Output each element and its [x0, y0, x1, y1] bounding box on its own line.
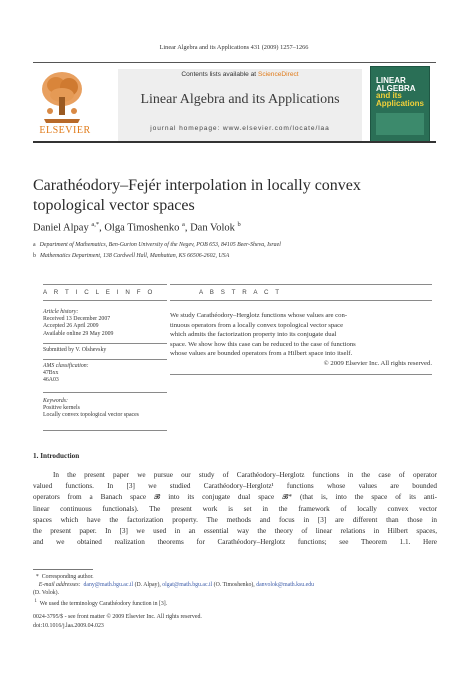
cover-line-4: Applications — [376, 98, 425, 108]
article-info-bottom-rule — [43, 300, 167, 301]
corresponding-author-text: Corresponding author. — [41, 574, 94, 580]
cover-line-1: LINEAR — [376, 76, 406, 85]
author-1[interactable]: Daniel Alpay — [33, 222, 89, 234]
contents-prefix: Contents lists available at — [181, 71, 258, 78]
email-1-name: (D. Alpay), — [134, 582, 161, 588]
abstract-line: tinuous operators from a locally convex topological vector space — [170, 321, 344, 329]
affiliation-b — [33, 253, 229, 259]
cover-title — [376, 77, 424, 107]
info-divider-3 — [43, 392, 167, 393]
cover-line-3: and its — [376, 91, 402, 100]
author-1-affil[interactable]: a,* — [91, 221, 100, 228]
abstract-heading: A B S T R A C T — [199, 289, 282, 296]
article-title-line-2: topological vector spaces — [33, 197, 195, 214]
footnote-1-text: We used the terminology Carathéodory function in [3]. — [39, 600, 168, 607]
footnote-rule — [33, 569, 93, 570]
keywords-label: Keywords: — [43, 398, 68, 404]
abstract-end-rule — [170, 374, 432, 375]
abstract-bottom-rule — [170, 300, 432, 301]
footnote-1 — [33, 599, 437, 607]
article-title-line-1: Carathéodory–Fejér interpolation in locally convex — [33, 177, 361, 194]
journal-title: Linear Algebra and its Applications — [140, 92, 340, 107]
body-text — [33, 470, 437, 548]
footnote-emails — [33, 582, 437, 588]
received-date: Received 13 December 2007 — [43, 316, 111, 323]
abstract-line: which admits the factorization property into its conjugate dual — [170, 331, 337, 339]
doi-link[interactable]: doi:10.1016/j.laa.2009.04.023 — [33, 623, 104, 629]
affiliation-b-text: Mathematics Department, 138 Cardwell Hall, Manhattan, KS 66506-2602, USA — [39, 253, 230, 259]
keyword-2: Locally convex topological vector spaces — [43, 412, 139, 419]
history-label: Article history: — [43, 309, 79, 315]
abstract-text — [170, 311, 432, 369]
journal-cover-thumbnail[interactable] — [370, 66, 430, 142]
footnote-email-cont: (D. Volok). — [33, 590, 60, 596]
ams-classification — [43, 363, 173, 385]
body-line: In the present paper we pursue our study of Carathéodory–Herglotz functions in the case of operator — [53, 471, 437, 479]
author-2[interactable]: Olga Timoshenko — [104, 222, 180, 234]
info-divider-1 — [43, 343, 167, 344]
contents-line — [118, 71, 362, 78]
body-line: valued functions. In [3] we studied Carathéodory–Herglotz¹ functions whose values are bounded — [33, 482, 437, 491]
abstract-line: space. We show how this case can be reduced to the case of functions — [170, 340, 356, 348]
author-3[interactable]: Dan Volok — [190, 222, 235, 234]
cover-line-2: ALGEBRA — [376, 83, 416, 93]
ams-code-2: 46A03 — [43, 377, 59, 384]
footnote-corresponding: * Corresponding author. — [33, 574, 94, 580]
elsevier-tree-logo — [38, 67, 86, 125]
journal-reference: Linear Algebra and its Applications 431 (2009) 1257–1266 — [159, 44, 309, 51]
email-link-2[interactable]: olgat@math.bgu.ac.il — [162, 582, 213, 588]
ams-code-1: 47Bxx — [43, 370, 59, 377]
body-line: and we obtained realization theorems for Carathéodory–Herglotz functions; see Theorem 1.1. Here — [33, 538, 437, 547]
affiliation-a-text: Department of Mathematics, Ben-Gurion University of the Negev, POB 653, 84105 Beer-Sheva, Israel — [39, 242, 281, 248]
body-line: operators from a Banach space 𝓑 into its conjugate dual space 𝓑* (that is, into the space of its anti- — [33, 493, 437, 502]
abstract-line: We study Carathéodory–Herglotz functions whose values are con- — [170, 312, 348, 319]
submitted-by: Submitted by V. Olshevsky — [43, 347, 107, 353]
keyword-1: Positive kernels — [43, 405, 80, 412]
affiliation-b-mark: b — [33, 253, 36, 259]
header-bottom-rule — [33, 141, 436, 143]
accepted-date: Accepted 26 April 2009 — [43, 323, 99, 330]
body-line: linear continuous functionals). The present work is set in the framework of locally convex vector — [33, 504, 437, 513]
footnote-1-mark: 1 — [34, 599, 37, 604]
publisher-name: ELSEVIER — [39, 125, 91, 136]
article-info-top-rule — [43, 284, 167, 285]
email-link-3[interactable]: danvolok@math.ksu.edu — [256, 582, 315, 588]
abstract-top-rule — [170, 284, 432, 285]
article-info-heading: A R T I C L E I N F O — [43, 289, 155, 296]
article-title — [33, 176, 433, 216]
keywords — [43, 398, 173, 420]
info-bottom-rule — [43, 430, 167, 431]
cover-graphic — [376, 113, 424, 135]
abstract-line: whose values are bounded operators from a Hilbert space into itself. — [170, 350, 353, 358]
affiliation-a-mark: a — [33, 242, 36, 248]
affiliation-a — [33, 242, 281, 248]
journal-homepage[interactable]: journal homepage: www.elsevier.com/locate/laa — [150, 125, 330, 132]
sciencedirect-link[interactable]: ScienceDirect — [257, 71, 299, 78]
body-line: spaces which have the factorization property. The methods and focus in [3] are different than those in — [33, 515, 437, 524]
email-label: E-mail addresses: — [38, 582, 81, 588]
abstract-copyright: © 2009 Elsevier Inc. All rights reserved. — [323, 359, 432, 367]
author-list: Daniel Alpay $^{a,*}$, Olga Timoshenko $^a$, Dan Volok $^b$ — [33, 221, 241, 234]
email-link-1[interactable]: dany@math.bgu.ac.il — [83, 582, 134, 588]
issn-line: 0024-3795/$ - see front matter © 2009 Elsevier Inc. All rights reserved. — [33, 614, 202, 620]
article-history — [43, 309, 173, 338]
author-3-affil[interactable]: b — [237, 221, 241, 228]
body-line: the present paper. In [3] we used in an essential way the theory of linear relations in Hilbert spaces, — [33, 526, 437, 535]
ams-label: AMS classification: — [43, 363, 89, 369]
author-2-affil[interactable]: a — [181, 221, 185, 228]
online-date: Available online 29 May 2009 — [43, 330, 114, 337]
header-top-rule — [33, 62, 436, 63]
email-2-name: (O. Timoshenko), — [213, 582, 255, 588]
section-heading-introduction: 1. Introduction — [33, 452, 80, 460]
info-divider-2 — [43, 359, 167, 360]
